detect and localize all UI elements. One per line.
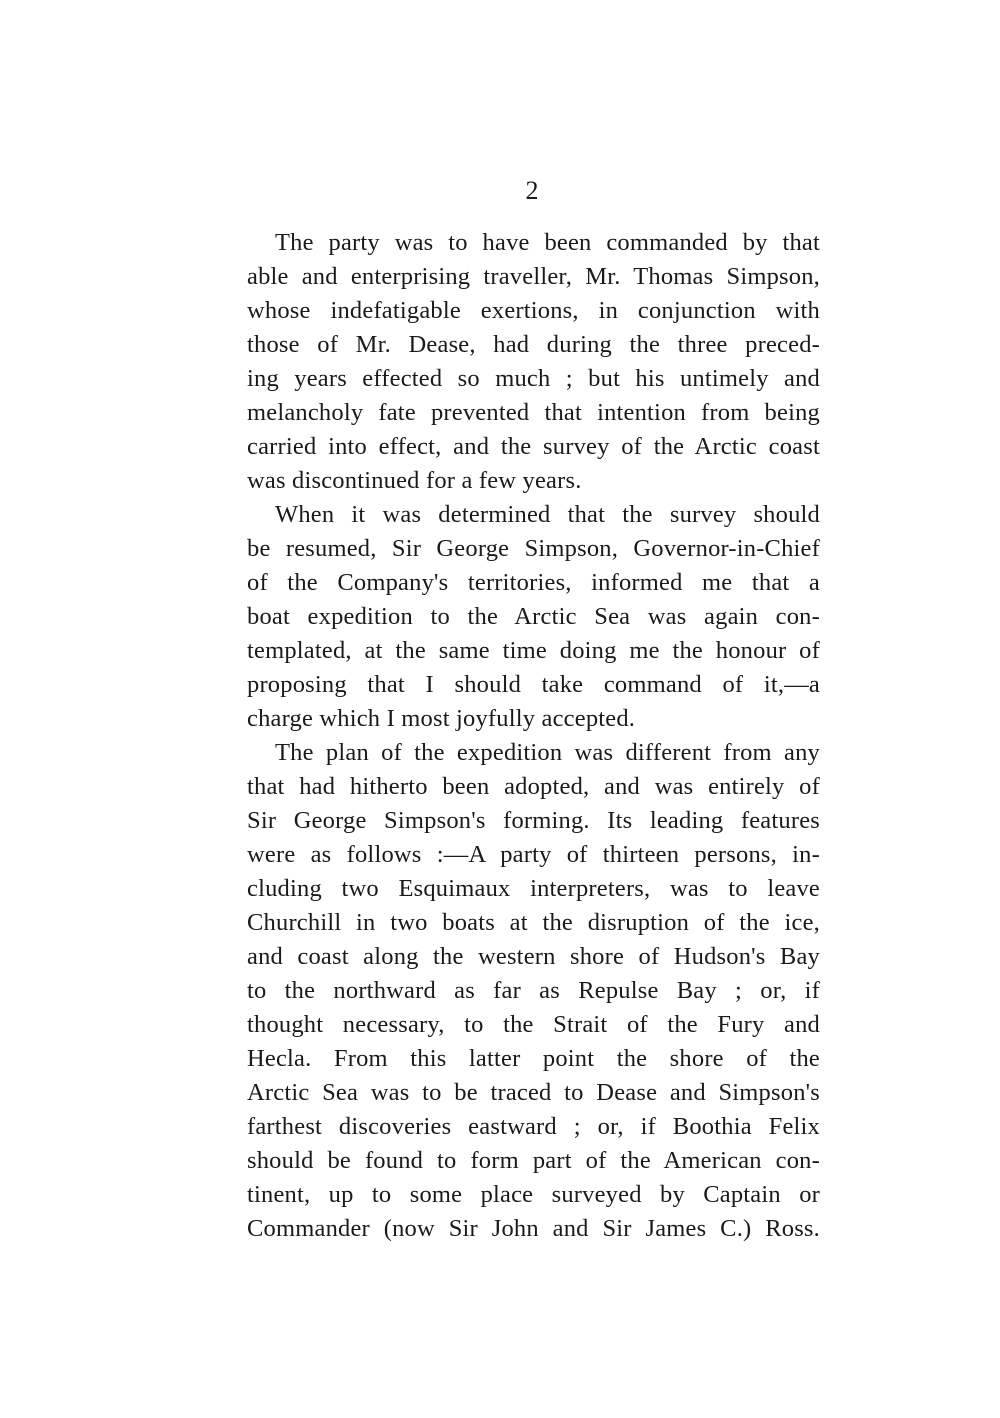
text-line: and coast along the western shore of Hudson's Bay	[247, 943, 820, 970]
text-line: boat expedition to the Arctic Sea was again con-	[247, 603, 820, 630]
text-line: Churchill in two boats at the disruption of the ice,	[247, 909, 820, 936]
text-line: The party was to have been commanded by that	[275, 229, 820, 256]
text-line: templated, at the same time doing me the honour of	[247, 637, 820, 664]
text-line: was discontinued for a few years.	[247, 467, 582, 494]
text-line: cluding two Esquimaux interpreters, was to leave	[247, 875, 820, 902]
text-line: charge which I most joyfully accepted.	[247, 705, 636, 732]
text-line: proposing that I should take command of it,—a	[247, 671, 820, 698]
text-line: to the northward as far as Repulse Bay ; or, if	[247, 977, 820, 1004]
text-line: thought necessary, to the Strait of the Fury and	[247, 1011, 820, 1038]
text-line: carried into effect, and the survey of the Arctic coast	[247, 433, 820, 460]
body-text	[247, 226, 820, 1246]
text-line: Commander (now Sir John and Sir James C.) Ross.	[247, 1215, 820, 1242]
text-line: should be found to form part of the American con-	[247, 1147, 820, 1174]
text-line: Sir George Simpson's forming. Its leading features	[247, 807, 820, 834]
text-line: melancholy fate prevented that intention from being	[247, 399, 820, 426]
page-number: 2	[525, 176, 539, 205]
text-line: that had hitherto been adopted, and was entirely of	[247, 773, 820, 800]
text-line: farthest discoveries eastward ; or, if Boothia Felix	[247, 1113, 820, 1140]
text-line: those of Mr. Dease, had during the three preced-	[247, 331, 820, 358]
text-line: ing years effected so much ; but his untimely and	[247, 365, 820, 392]
text-line: Hecla. From this latter point the shore of the	[247, 1045, 820, 1072]
text-line: Arctic Sea was to be traced to Dease and Simpson's	[247, 1079, 820, 1106]
text-line: The plan of the expedition was different from any	[275, 739, 820, 766]
text-line: were as follows :—A party of thirteen persons, in-	[247, 841, 820, 868]
text-line: be resumed, Sir George Simpson, Governor-in-Chief	[247, 535, 820, 562]
text-line: tinent, up to some place surveyed by Captain or	[247, 1181, 820, 1208]
text-line: whose indefatigable exertions, in conjunction with	[247, 297, 820, 324]
text-line: When it was determined that the survey should	[275, 501, 820, 528]
text-line: able and enterprising traveller, Mr. Thomas Simpson,	[247, 263, 820, 290]
text-line: of the Company's territories, informed me that a	[247, 569, 820, 596]
